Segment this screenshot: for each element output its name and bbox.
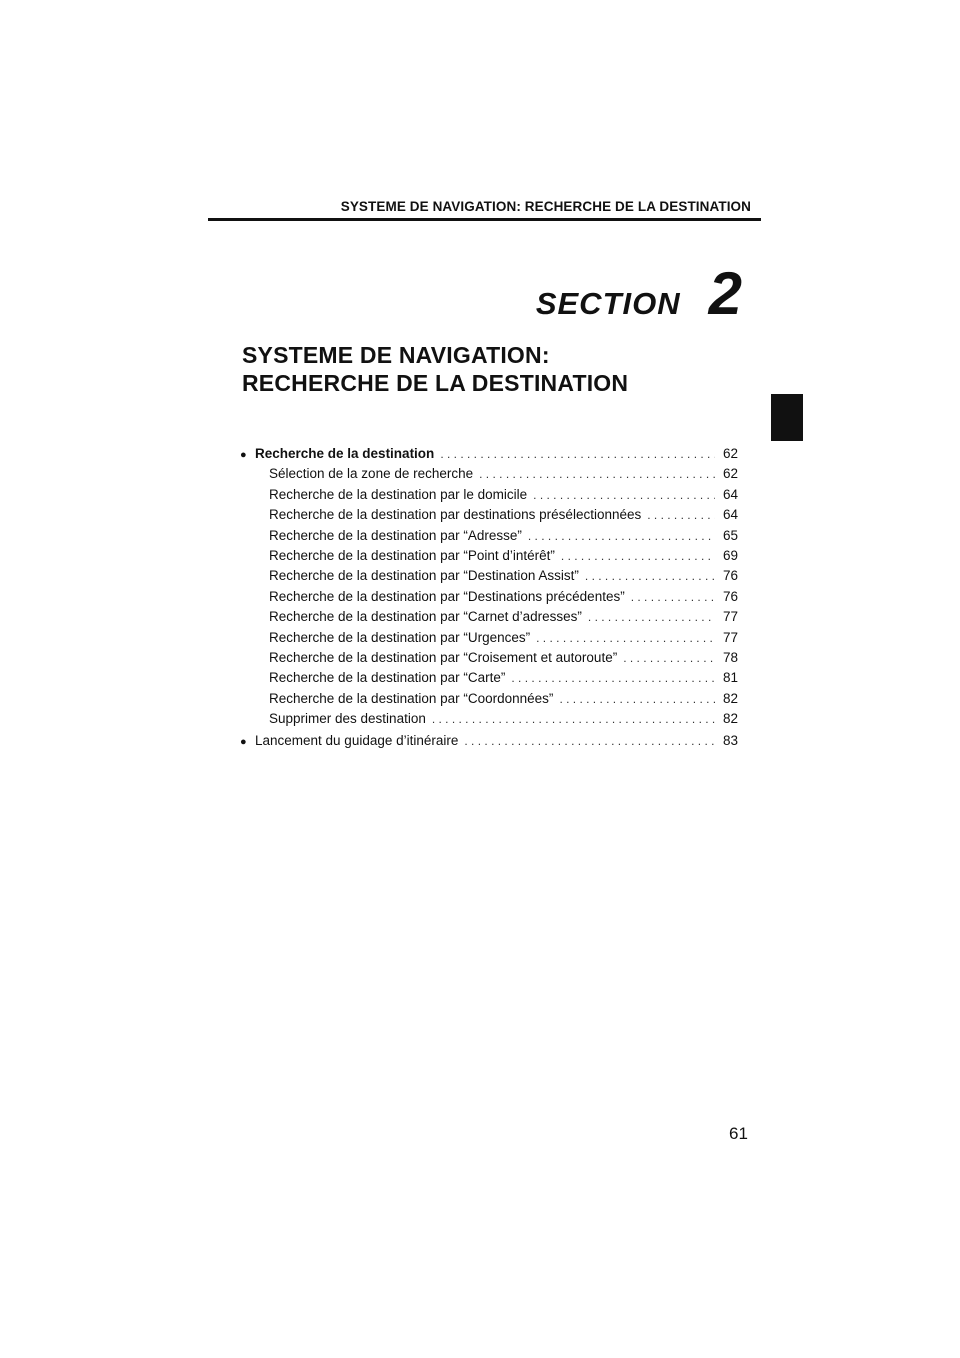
chapter-title-line-1: SYSTEME DE NAVIGATION: xyxy=(242,342,550,368)
dot-leader xyxy=(588,607,715,627)
toc-entry-label: Recherche de la destination par “Croisement et autoroute” xyxy=(269,649,618,665)
toc-entry[interactable] xyxy=(240,648,738,668)
dot-leader xyxy=(440,444,715,464)
toc-entry[interactable] xyxy=(240,526,738,546)
toc-entry-label: Recherche de la destination par “Carnet d’adresses” xyxy=(269,609,582,625)
toc-entry-page: 82 xyxy=(722,711,738,727)
dot-leader xyxy=(647,505,715,525)
bullet-icon: ● xyxy=(240,449,247,461)
toc-entry-page: 82 xyxy=(722,690,738,706)
dot-leader xyxy=(631,587,715,607)
bullet-icon: ● xyxy=(240,736,247,749)
toc-entry-page: 69 xyxy=(722,547,738,563)
chapter-title xyxy=(242,341,628,397)
table-of-contents xyxy=(240,444,738,752)
toc-entry[interactable] xyxy=(240,731,738,751)
dot-leader xyxy=(533,485,715,505)
section-word: SECTION xyxy=(535,286,681,321)
dot-leader xyxy=(536,628,715,648)
toc-entry[interactable] xyxy=(240,546,738,566)
toc-entry-label: Recherche de la destination par destinations présélectionnées xyxy=(269,507,642,523)
toc-entry-label: Recherche de la destination par “Coordonnées” xyxy=(269,690,554,706)
dot-leader xyxy=(432,709,715,729)
section-heading xyxy=(535,260,742,327)
toc-entry[interactable] xyxy=(240,485,738,505)
toc-entry-label: Recherche de la destination par “Point d’intérêt” xyxy=(269,547,555,563)
dot-leader xyxy=(479,464,715,484)
toc-entry-label: Recherche de la destination par “Destinations précédentes” xyxy=(269,588,625,604)
page-number: 61 xyxy=(729,1124,748,1143)
toc-entry-page: 62 xyxy=(722,466,738,482)
dot-leader xyxy=(559,689,715,709)
toc-entry-label: Lancement du guidage d’itinéraire xyxy=(255,733,459,749)
toc-entry-page: 64 xyxy=(722,507,738,523)
toc-entry-page: 78 xyxy=(722,649,738,665)
toc-entry-page: 76 xyxy=(722,588,738,604)
dot-leader xyxy=(511,668,715,688)
toc-entry[interactable] xyxy=(240,505,738,525)
toc-entry-label: Recherche de la destination par le domicile xyxy=(269,486,528,502)
toc-entry-page: 62 xyxy=(722,446,738,461)
toc-entry-label: Supprimer des destination xyxy=(269,711,426,727)
toc-entry-page: 65 xyxy=(722,527,738,543)
section-number: 2 xyxy=(708,260,742,327)
dot-leader xyxy=(464,731,715,751)
toc-entry[interactable] xyxy=(240,566,738,586)
toc-entry-label: Recherche de la destination par “Urgences” xyxy=(269,629,531,645)
toc-entry-label: Recherche de la destination xyxy=(255,446,435,461)
toc-entry-label: Recherche de la destination par “Adresse” xyxy=(269,527,522,543)
toc-entry[interactable] xyxy=(240,668,738,688)
toc-entry-page: 81 xyxy=(722,670,738,686)
toc-entry-label: Sélection de la zone de recherche xyxy=(269,466,474,482)
dot-leader xyxy=(585,566,715,586)
toc-entry[interactable] xyxy=(240,607,738,627)
toc-entry-page: 76 xyxy=(722,568,738,584)
section-tab-marker xyxy=(771,394,803,441)
dot-leader xyxy=(561,546,715,566)
toc-entry[interactable] xyxy=(240,689,738,709)
toc-entry-page: 64 xyxy=(722,486,738,502)
running-header: SYSTEME DE NAVIGATION: RECHERCHE DE LA DESTINATION xyxy=(340,199,751,214)
toc-entry-page: 77 xyxy=(722,629,738,645)
toc-entry-page: 83 xyxy=(722,733,738,749)
toc-entry-page: 77 xyxy=(722,609,738,625)
toc-entry-label: Recherche de la destination par “Destination Assist” xyxy=(269,568,579,584)
toc-entry[interactable] xyxy=(240,628,738,648)
toc-entry[interactable] xyxy=(240,444,738,464)
dot-leader xyxy=(623,648,715,668)
toc-entry[interactable] xyxy=(240,464,738,484)
header-rule xyxy=(208,218,761,221)
toc-entry[interactable] xyxy=(240,587,738,607)
toc-entry-label: Recherche de la destination par “Carte” xyxy=(269,670,506,686)
toc-entry[interactable] xyxy=(240,709,738,729)
dot-leader xyxy=(528,526,715,546)
chapter-title-line-2: RECHERCHE DE LA DESTINATION xyxy=(242,370,629,396)
